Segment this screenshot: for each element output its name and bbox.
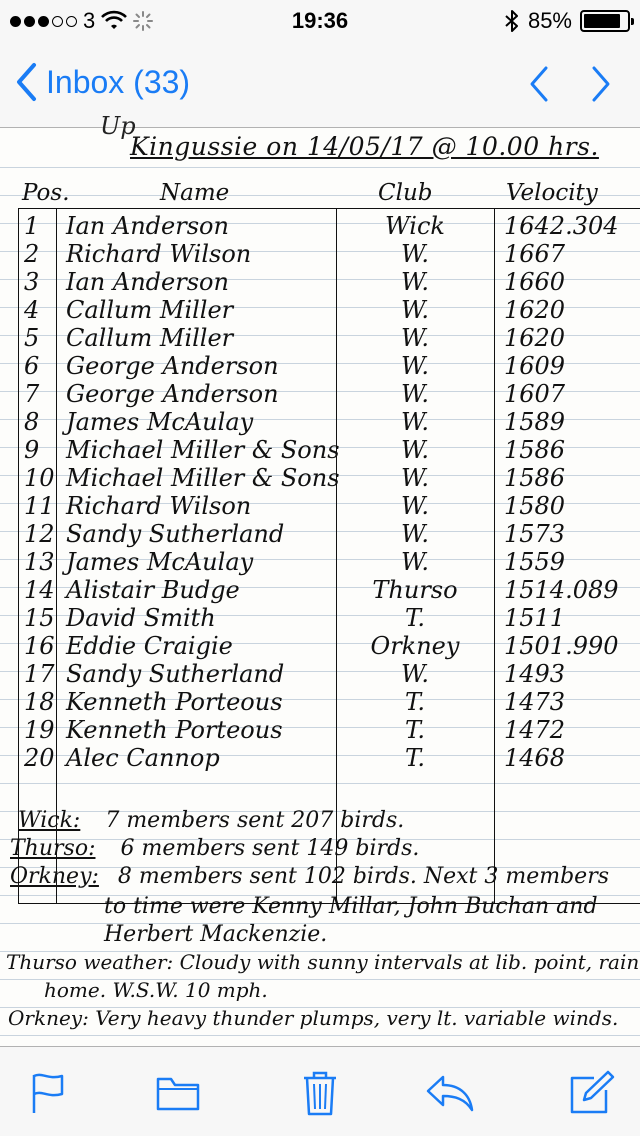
- name-cell: George Anderson: [66, 352, 279, 380]
- flag-icon: [28, 1071, 68, 1115]
- position-cell: 1: [24, 212, 40, 240]
- name-cell: Kenneth Porteous: [66, 716, 283, 744]
- table-row: [0, 408, 640, 436]
- club-cell: W.: [400, 492, 430, 520]
- club-cell: T.: [404, 604, 426, 632]
- club-cell: T.: [404, 688, 426, 716]
- club-cell: W.: [400, 296, 430, 324]
- position-cell: 11: [24, 492, 55, 520]
- thurso-label: Thurso:: [10, 836, 96, 861]
- table-row: [0, 324, 640, 352]
- position-cell: 20: [24, 744, 55, 772]
- name-cell: Michael Miller & Sons: [66, 436, 340, 464]
- position-cell: 10: [24, 464, 55, 492]
- position-cell: 14: [24, 576, 55, 604]
- trash-icon: [300, 1069, 340, 1117]
- name-cell: Sandy Sutherland: [66, 660, 285, 688]
- position-cell: 18: [24, 688, 55, 716]
- table-row: [0, 660, 640, 688]
- velocity-cell: 1514.089: [504, 576, 619, 604]
- velocity-cell: 1493: [504, 660, 566, 688]
- move-to-folder-button[interactable]: [154, 1069, 202, 1117]
- position-cell: 8: [24, 408, 40, 436]
- table-row: [0, 268, 640, 296]
- reply-button[interactable]: [426, 1069, 474, 1117]
- position-cell: 3: [24, 268, 40, 296]
- name-cell: Richard Wilson: [66, 240, 252, 268]
- battery-percent: 85%: [527, 8, 572, 33]
- velocity-cell: 1473: [504, 688, 566, 716]
- compose-icon: [568, 1070, 616, 1116]
- position-cell: 16: [24, 632, 55, 660]
- position-cell: 15: [24, 604, 55, 632]
- club-cell: W.: [400, 660, 430, 688]
- name-cell: James McAulay: [66, 408, 254, 436]
- club-cell: W.: [400, 324, 430, 352]
- status-bar: [0, 0, 640, 40]
- velocity-cell: 1472: [504, 716, 566, 744]
- velocity-cell: 1468: [504, 744, 566, 772]
- table-row: [0, 688, 640, 716]
- club-cell: T.: [404, 744, 426, 772]
- bottom-toolbar: [0, 1046, 640, 1136]
- table-row: [0, 296, 640, 324]
- thurso-weather: Thurso weather: Cloudy with sunny intervals at lib. point, rain: [6, 950, 640, 974]
- velocity-cell: 1580: [504, 492, 566, 520]
- race-subtitle: Kingussie on 14/05/17 @ 10.00 hrs.: [130, 132, 599, 161]
- velocity-cell: 1607: [504, 380, 566, 408]
- table-row: [0, 380, 640, 408]
- orkney-summary-3: Herbert Mackenzie.: [104, 922, 328, 947]
- club-cell: W.: [400, 408, 430, 436]
- folder-icon: [155, 1073, 201, 1113]
- wick-label: Wick:: [18, 808, 81, 833]
- table-row: [0, 604, 640, 632]
- name-cell: David Smith: [66, 604, 216, 632]
- attachment-image: [0, 112, 640, 1046]
- cropped-title-fragment: Up: [100, 112, 136, 140]
- club-cell: T.: [404, 716, 426, 744]
- velocity-cell: 1586: [504, 436, 566, 464]
- thurso-weather-2: home. W.S.W. 10 mph.: [44, 978, 268, 1002]
- table-row: [0, 632, 640, 660]
- carrier-name: 3: [83, 8, 96, 33]
- club-cell: W.: [400, 548, 430, 576]
- club-cell: W.: [400, 352, 430, 380]
- name-cell: James McAulay: [66, 548, 254, 576]
- velocity-cell: 1586: [504, 464, 566, 492]
- table-row: [0, 240, 640, 268]
- reply-icon: [425, 1073, 475, 1113]
- table-row: [0, 548, 640, 576]
- velocity-cell: 1559: [504, 548, 566, 576]
- table-row: [0, 492, 640, 520]
- header-pos: Pos.: [22, 180, 70, 206]
- velocity-cell: 1660: [504, 268, 566, 296]
- position-cell: 5: [24, 324, 40, 352]
- club-cell: W.: [400, 464, 430, 492]
- navigation-bar: [0, 40, 640, 128]
- table-row: [0, 520, 640, 548]
- club-cell: Thurso: [372, 576, 458, 604]
- position-cell: 2: [24, 240, 40, 268]
- table-row: [0, 716, 640, 744]
- compose-button[interactable]: [568, 1069, 616, 1117]
- position-cell: 6: [24, 352, 40, 380]
- table-row: [0, 352, 640, 380]
- next-message-button[interactable]: [590, 64, 614, 104]
- table-row: [0, 744, 640, 772]
- orkney-summary: 8 members sent 102 birds. Next 3 members: [117, 864, 610, 889]
- flag-button[interactable]: [24, 1069, 72, 1117]
- header-club: Club: [378, 180, 433, 206]
- battery-level: [584, 14, 620, 28]
- orkney-weather: Orkney: Very heavy thunder plumps, very lt. variable winds.: [8, 1006, 619, 1030]
- table-row: [0, 212, 640, 240]
- name-cell: Callum Miller: [66, 296, 234, 324]
- name-cell: George Anderson: [66, 380, 279, 408]
- name-cell: Eddie Craigie: [66, 632, 233, 660]
- name-cell: Michael Miller & Sons: [66, 464, 340, 492]
- thurso-summary: 6 members sent 149 birds.: [120, 836, 420, 861]
- position-cell: 9: [24, 436, 40, 464]
- table-row: [0, 464, 640, 492]
- message-navigation: [526, 64, 614, 104]
- club-cell: W.: [400, 520, 430, 548]
- previous-message-button[interactable]: [526, 64, 550, 104]
- bluetooth-icon: [504, 9, 520, 33]
- trash-button[interactable]: [296, 1069, 344, 1117]
- club-cell: W.: [400, 268, 430, 296]
- wick-summary: 7 members sent 207 birds.: [105, 808, 405, 833]
- club-cell: Wick: [385, 212, 445, 240]
- club-cell: W.: [400, 240, 430, 268]
- table-row: [0, 576, 640, 604]
- status-right: [504, 8, 630, 34]
- velocity-cell: 1609: [504, 352, 566, 380]
- position-cell: 13: [24, 548, 55, 576]
- name-cell: Alistair Budge: [66, 576, 240, 604]
- name-cell: Ian Anderson: [66, 268, 229, 296]
- velocity-cell: 1642.304: [504, 212, 619, 240]
- table-row: [0, 436, 640, 464]
- header-name: Name: [160, 180, 230, 206]
- club-cell: Orkney: [370, 632, 460, 660]
- back-label: Inbox (33): [46, 63, 191, 100]
- chevron-left-icon: [14, 62, 38, 102]
- orkney-label: Orkney:: [10, 864, 99, 889]
- velocity-cell: 1573: [504, 520, 566, 548]
- name-cell: Ian Anderson: [66, 212, 229, 240]
- name-cell: Kenneth Porteous: [66, 688, 283, 716]
- position-cell: 17: [24, 660, 55, 688]
- velocity-cell: 1589: [504, 408, 566, 436]
- club-cell: W.: [400, 380, 430, 408]
- clock: 19:36: [291, 8, 349, 33]
- club-cell: W.: [400, 436, 430, 464]
- position-cell: 19: [24, 716, 55, 744]
- name-cell: Alec Cannop: [66, 744, 220, 772]
- position-cell: 12: [24, 520, 55, 548]
- position-cell: 4: [24, 296, 40, 324]
- battery-icon: [580, 10, 630, 32]
- name-cell: Callum Miller: [66, 324, 234, 352]
- velocity-cell: 1511: [504, 604, 566, 632]
- velocity-cell: 1620: [504, 296, 566, 324]
- name-cell: Richard Wilson: [66, 492, 252, 520]
- header-velocity: Velocity: [506, 180, 598, 206]
- orkney-summary-2: to time were Kenny Millar, John Buchan and: [104, 894, 598, 919]
- velocity-cell: 1501.990: [504, 632, 619, 660]
- name-cell: Sandy Sutherland: [66, 520, 285, 548]
- back-to-inbox-button[interactable]: [14, 62, 190, 102]
- position-cell: 7: [24, 380, 40, 408]
- velocity-cell: 1667: [504, 240, 566, 268]
- velocity-cell: 1620: [504, 324, 566, 352]
